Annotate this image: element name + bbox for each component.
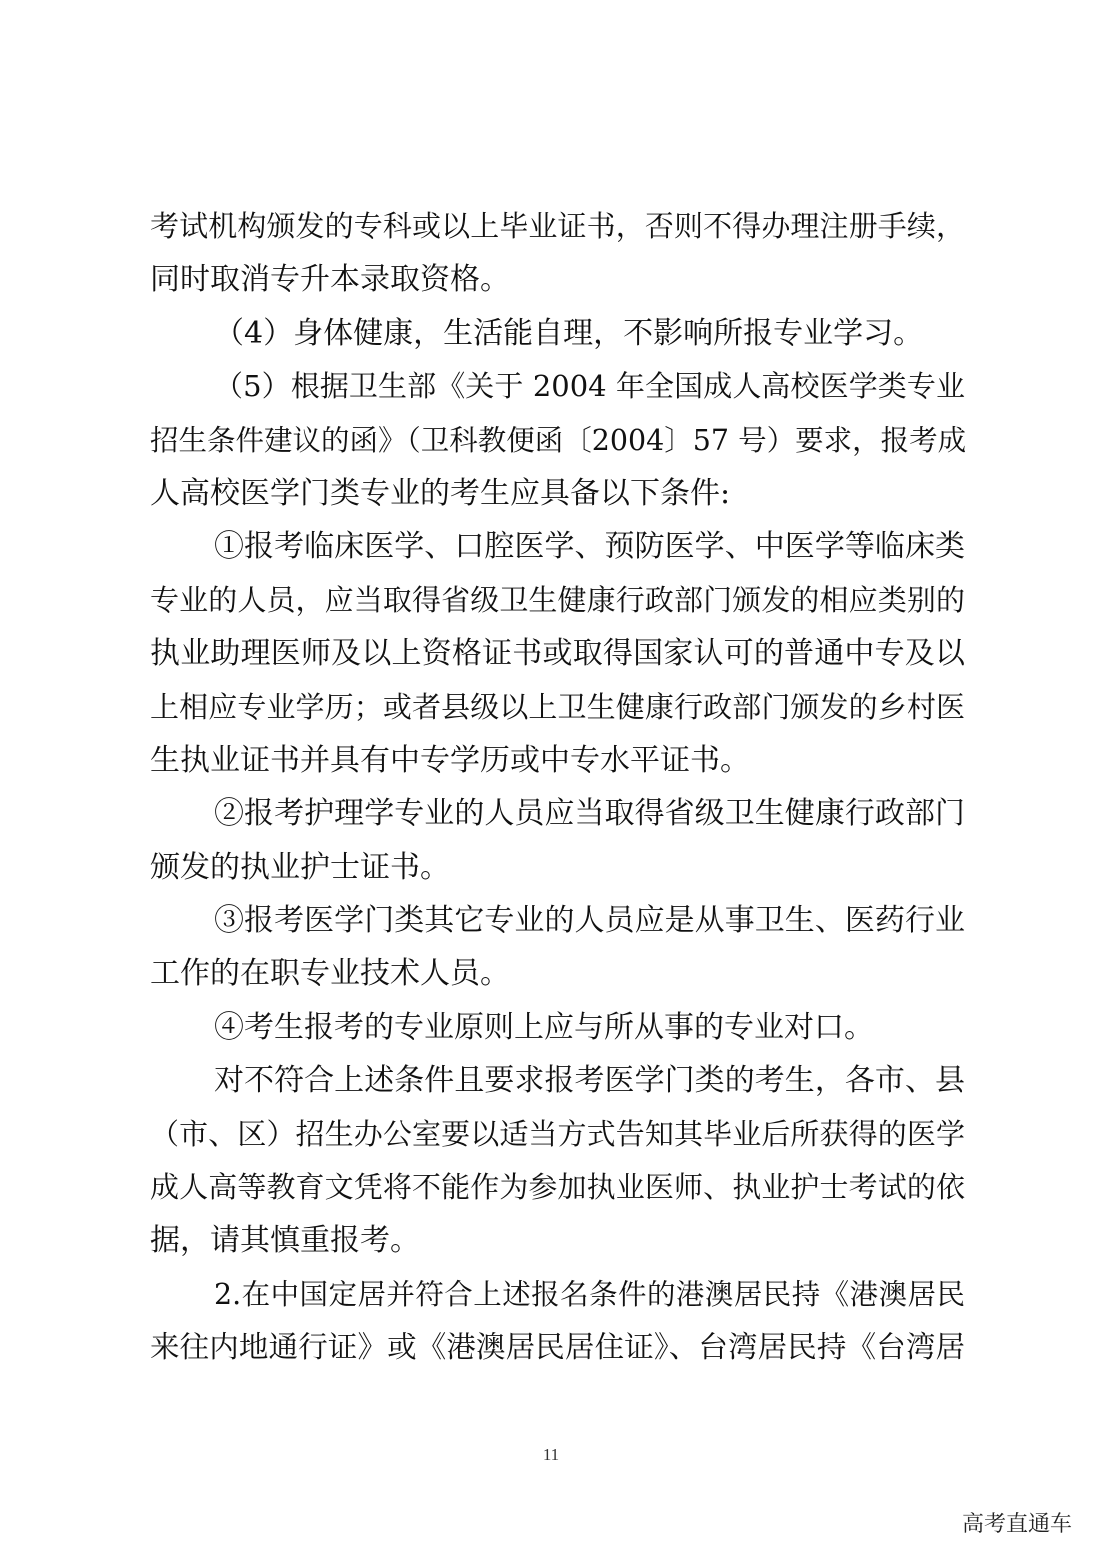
- text-line: ②报考护理学专业的人员应当取得省级卫生健康行政部门: [214, 796, 965, 832]
- text-line: 上相应专业学历；或者县级以上卫生健康行政部门颁发的乡村医: [150, 689, 965, 724]
- text-line: 同时取消专升本录取资格。: [150, 262, 510, 298]
- text-line: 工作的在职专业技术人员。: [150, 956, 510, 992]
- text-line: 2.在中国定居并符合上述报名条件的港澳居民持《港澳居民: [214, 1277, 965, 1311]
- watermark-label: 高考直通车: [961, 1512, 1072, 1537]
- text-line: 招生条件建议的函》（卫科教便函〔2004〕57 号）要求，报考成: [150, 423, 967, 457]
- text-line: 颁发的执业护士证书。: [150, 849, 450, 885]
- body-text: [150, 200, 965, 1375]
- text-line: 专业的人员，应当取得省级卫生健康行政部门颁发的相应类别的: [150, 582, 965, 617]
- page-number: 11: [542, 1445, 560, 1464]
- text-line: 生执业证书并具有中专学历或中专水平证书。: [150, 742, 750, 778]
- text-line: 对不符合上述条件且要求报考医学门类的考生，各市、县: [214, 1063, 965, 1099]
- text-line: 据，请其慎重报考。: [150, 1223, 420, 1259]
- text-line: （5）根据卫生部《关于 2004 年全国成人高校医学类专业: [214, 369, 965, 404]
- text-line: ③报考医学门类其它专业的人员应是从事卫生、医药行业: [214, 903, 965, 939]
- text-line: ①报考临床医学、口腔医学、预防医学、中医学等临床类: [214, 529, 965, 565]
- text-line: 执业助理医师及以上资格证书或取得国家认可的普通中专及以: [150, 636, 965, 672]
- text-line: 考试机构颁发的专科或以上毕业证书，否则不得办理注册手续，: [150, 209, 965, 243]
- text-line: ④考生报考的专业原则上应与所从事的专业对口。: [214, 1009, 874, 1045]
- text-line: 人高校医学门类专业的考生应具备以下条件:: [150, 475, 731, 511]
- text-line: （4）身体健康，生活能自理，不影响所报专业学习。: [214, 315, 924, 351]
- text-line: 成人高等教育文凭将不能作为参加执业医师、执业护士考试的依: [150, 1170, 965, 1205]
- text-line: 来往内地通行证》或《港澳居民居住证》、台湾居民持《台湾居: [150, 1330, 965, 1365]
- text-line: （市、区）招生办公室要以适当方式告知其毕业后所获得的医学: [150, 1116, 965, 1151]
